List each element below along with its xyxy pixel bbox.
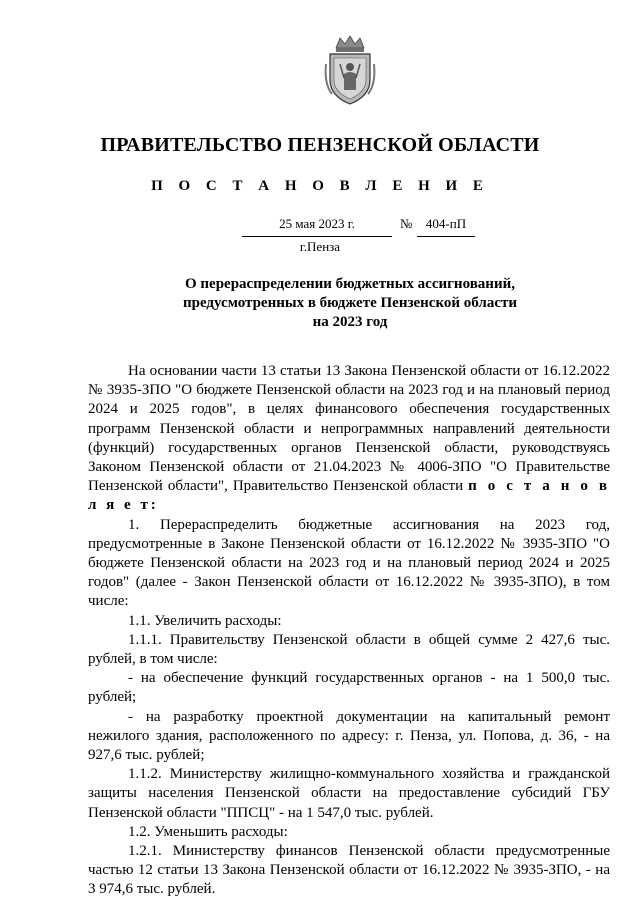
intro-text: На основании части 13 статьи 13 Закона Пензенской области от 16.12.2022 № 3935-ЗПО "О бюджете Пензенской области на 2023 год и на плановый период 2024 и 2025 годов", в целях финансового обеспечения государственных программ Пензенской области и непрограммных направлений деятельности (функций) государственных органов Пензенской области, руководствуясь Законом Пензенской области от 21.04.2023 № 4006-ЗПО "О Правительстве Пензенской области", Правительство Пензенской области xyxy=(88,363,610,495)
intro-paragraph xyxy=(88,362,610,516)
paragraph-1-2: 1.2. Уменьшить расходы: xyxy=(128,823,288,840)
document-body xyxy=(88,362,610,900)
paragraph-1: 1. Перераспределить бюджетные ассигнования на 2023 год, предусмотренные в Законе Пензенской области от 16.12.2022 № 3935-ЗПО "О бюджете Пензенской области на 2023 год и на плановый период 2024 и 2025 годов" (далее - Закон Пензенской области от 16.12.2022 № 3935-ЗПО), в том числе: xyxy=(88,516,610,610)
paragraph-1-1-2: 1.1.2. Министерству жилищно-коммунального хозяйства и гражданской защиты населения Пензенской области на предоставление субсидий ГБУ Пензенской области "ППСЦ" - на 1 547,0 тыс. рублей. xyxy=(88,766,610,821)
title-line: на 2023 год xyxy=(312,314,388,330)
coat-of-arms-icon xyxy=(322,34,378,106)
document-date: 25 мая 2023 г. xyxy=(242,216,392,237)
document-title xyxy=(140,275,560,332)
paragraph-1-1: 1.1. Увеличить расходы: xyxy=(128,612,282,629)
government-name: ПРАВИТЕЛЬСТВО ПЕНЗЕНСКОЙ ОБЛАСТИ xyxy=(100,134,540,156)
title-line: О перераспределении бюджетных ассигнований, xyxy=(185,276,515,292)
paragraph-dash-2: - на разработку проектной документации на капитальный ремонт нежилого здания, расположенного по адресу: г. Пенза, ул. Попова, д. 36, - на 927,6 тыс. рублей; xyxy=(88,708,610,764)
document-city: г.Пенза xyxy=(299,239,341,254)
resolves-word: п о с т а н о в л я е т: xyxy=(88,478,610,514)
document-number: 404-пП xyxy=(417,216,475,237)
paragraph-dash-1: - на обеспечение функций государственных органов - на 1 500,0 тыс. рублей; xyxy=(88,670,610,706)
document-type: П О С Т А Н О В Л Е Н И Е xyxy=(151,178,489,194)
paragraph-1-2-1: 1.2.1. Министерству финансов Пензенской области предусмотренные частью 12 статьи 13 Закона Пензенской области от 16.12.2022 № 3935-ЗПО, - на 3 974,6 тыс. рублей. xyxy=(88,843,610,898)
title-line: предусмотренных в бюджете Пензенской области xyxy=(182,295,517,311)
paragraph-1-1-1: 1.1.1. Правительству Пензенской области в общей сумме 2 427,6 тыс. рублей, в том числе: xyxy=(88,631,610,668)
number-sign: № xyxy=(400,216,413,231)
